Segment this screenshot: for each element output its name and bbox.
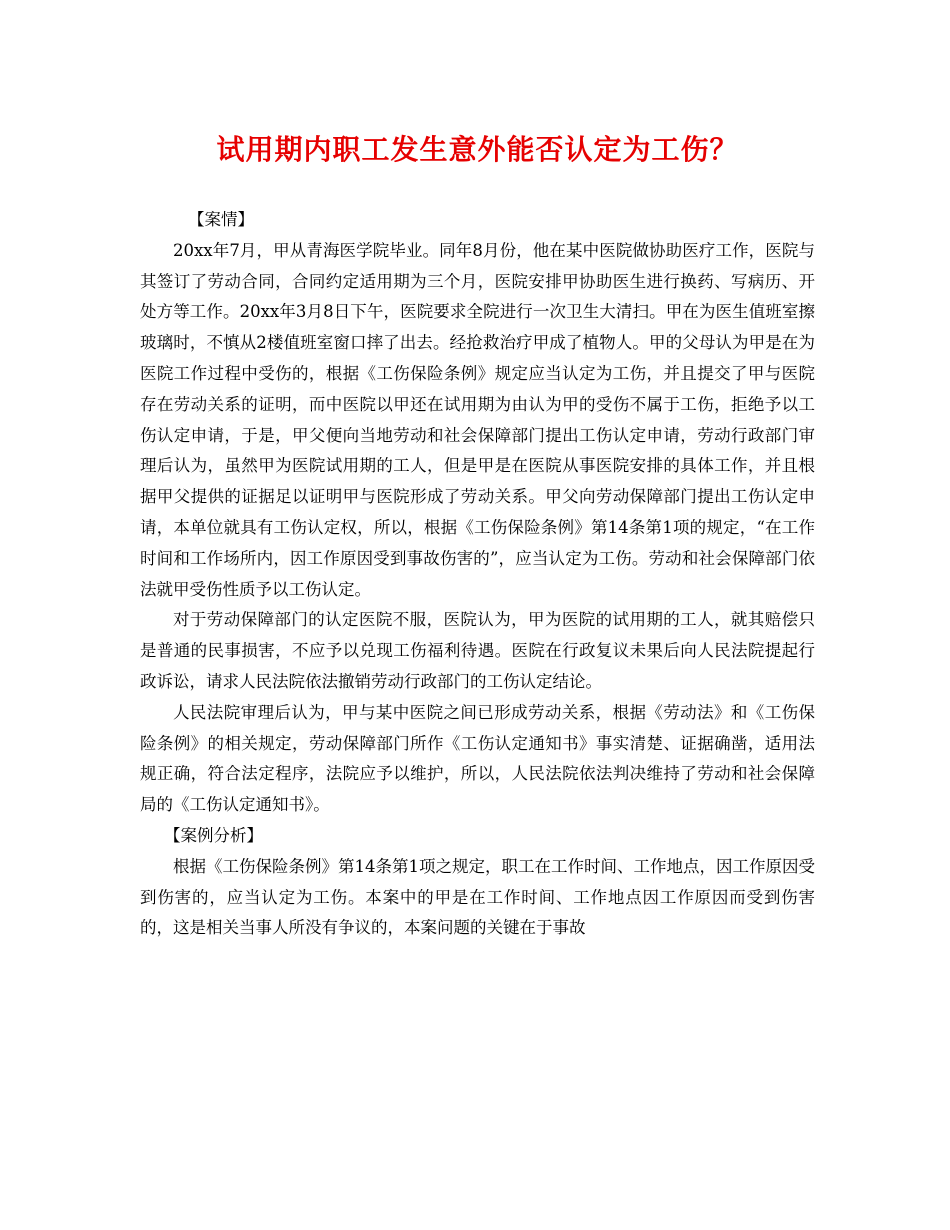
- section-heading-analysis: 【案例分析】: [164, 825, 263, 845]
- case-paragraph-1: 20xx年7月，甲从青海医学院毕业。同年8月份，他在某中医院做协助医疗工作，医院与其签订了劳动合同，合同约定适用期为三个月，医院安排甲协助医生进行换药、写病历、开处方等工作。20xx年3月8日下午，医院要求全院进行一次卫生大清扫。甲在为医生值班室擦玻璃时，不慎从2楼值班室窗口摔了出去。经抢救治疗甲成了植物人。甲的父母认为甲是在为医院工作过程中受伤的，根据《工伤保险条例》规定应当认定为工伤，并且提交了甲与医院存在劳动关系的证明，而中医院以甲还在试用期为由认为甲的受伤不属于工伤，拒绝予以工伤认定申请，于是，甲父便向当地劳动和社会保障部门提出工伤认定申请，劳动行政部门审理后认为，虽然甲为医院试用期的工人，但是甲是在医院从事医院安排的具体工作，并且根据甲父提供的证据足以证明甲与医院形成了劳动关系。甲父向劳动保障部门提出工伤认定申请，本单位就具有工伤认定权，所以，根据《工伤保险条例》第14条第1项的规定，“在工作时间和工作场所内，因工作原因受到事故伤害的”，应当认定为工伤。劳动和社会保障部门依法就甲受伤性质予以工伤认定。: [140, 240, 815, 599]
- document-body: [140, 205, 815, 944]
- case-paragraph-2: 对于劳动保障部门的认定医院不服，医院认为，甲为医院的试用期的工人，就其赔偿只是普通的民事损害，不应予以兑现工伤福利待遇。医院在行政复议未果后向人民法院提起行政诉讼，请求人民法院依法撤销劳动行政部门的工伤认定结论。: [140, 610, 815, 691]
- analysis-paragraph-1: 根据《工伤保险条例》第14条第1项之规定，职工在工作时间、工作地点，因工作原因受到伤害的，应当认定为工伤。本案中的甲是在工作时间、工作地点因工作原因而受到伤害的，这是相关当事人所没有争议的，本案问题的关键在于事故: [140, 856, 815, 938]
- case-paragraph-3: 人民法院审理后认为，甲与某中医院之间已形成劳动关系，根据《劳动法》和《工伤保险条例》的相关规定，劳动保障部门所作《工伤认定通知书》事实清楚、证据确凿，适用法规正确，符合法定程序，法院应予以维护，所以，人民法院依法判决维持了劳动和社会保障局的《工伤认定通知书》。: [140, 702, 815, 815]
- section-heading-case: 【案情】: [188, 210, 254, 229]
- document-title: 试用期内职工发生意外能否认定为工伤？: [216, 133, 739, 166]
